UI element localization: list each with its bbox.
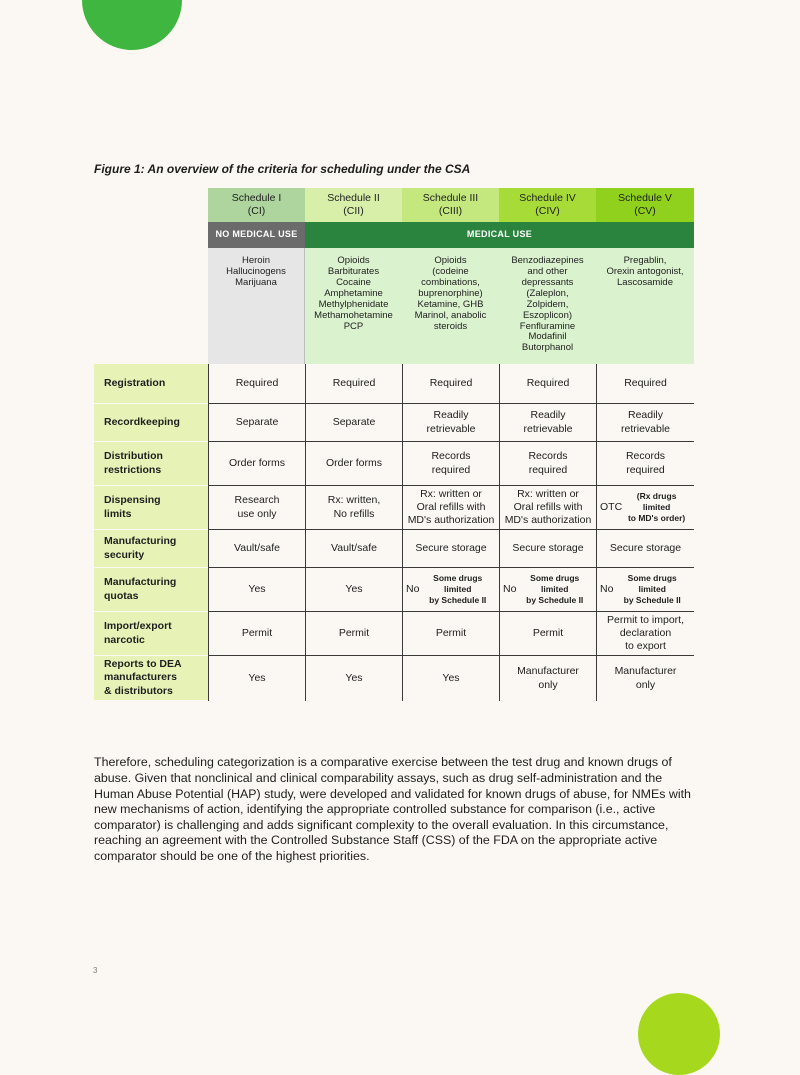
- table-corner: [94, 222, 208, 248]
- criteria-value: [208, 656, 305, 701]
- criteria-label: Distribution restrictions: [94, 442, 208, 486]
- criteria-value-main: Separate: [332, 415, 376, 428]
- criteria-value: [402, 486, 499, 530]
- schedule-criteria-table: [94, 188, 694, 701]
- criteria-value: [499, 656, 596, 701]
- medical-use-banner: MEDICAL USE: [305, 222, 694, 248]
- criteria-value: [596, 656, 694, 701]
- criteria-value-main: Permit: [241, 626, 273, 639]
- page-number: 3: [93, 966, 98, 975]
- criteria-value: [499, 568, 596, 612]
- decorative-circle-bottom: [638, 993, 720, 1075]
- criteria-label: Manufacturing security: [94, 530, 208, 568]
- criteria-value-main: Records required: [528, 450, 568, 476]
- criteria-value-main: Rx: written or Oral refills with MD's authorization: [504, 487, 592, 527]
- criteria-value-main: Permit: [338, 626, 370, 639]
- criteria-value-main: Required: [332, 376, 376, 389]
- criteria-value-main: Manufacturer only: [614, 665, 677, 691]
- criteria-value: [402, 364, 499, 404]
- criteria-value-main: No: [600, 582, 614, 595]
- criteria-value: [208, 530, 305, 568]
- criteria-value-main: No: [406, 582, 420, 595]
- criteria-value: [499, 364, 596, 404]
- criteria-value-main: Permit to import, declaration to export: [606, 613, 685, 653]
- criteria-value-main: No: [503, 582, 517, 595]
- criteria-value-note: (Rx drugs limited to MD's order): [627, 490, 686, 524]
- drug-list: Pregablin, Orexin antogonist, Lascosamide: [596, 248, 694, 364]
- criteria-value-main: Vault/safe: [234, 541, 280, 554]
- criteria-value: [208, 486, 305, 530]
- criteria-value: [305, 612, 402, 656]
- criteria-value-main: Permit: [435, 626, 467, 639]
- criteria-value-main: Yes: [345, 582, 363, 595]
- criteria-value-main: Manufacturer only: [517, 665, 579, 691]
- criteria-value: [208, 364, 305, 404]
- criteria-value: [208, 612, 305, 656]
- criteria-value: [402, 656, 499, 701]
- criteria-label: Recordkeeping: [94, 404, 208, 442]
- criteria-label: Dispensing limits: [94, 486, 208, 530]
- criteria-value-main: Required: [235, 376, 279, 389]
- schedule-header: Schedule IV (CIV): [499, 188, 596, 222]
- criteria-value-main: Order forms: [325, 456, 382, 469]
- criteria-label: Manufacturing quotas: [94, 568, 208, 612]
- criteria-value: [305, 568, 402, 612]
- drug-list: Opioids Barbiturates Cocaine Amphetamine Methylphenidate Methamohetamine PCP: [305, 248, 402, 364]
- body-paragraph: Therefore, scheduling categorization is a comparative exercise between the test drug and known drugs of abuse. Given that nonclinical and clinical comparability assays, such as drug self-administration and the Human Abuse Potential (HAP) study, were developed and validated for known drugs of abuse, for NMEs with new mechanisms of action, identifying the appropriate controlled substance for comparison (i.e., active comparator) is challenging and adds significant complexity to the overall evaluation. In this circumstance, reaching an agreement with the Controlled Substance Staff (CSS) of the FDA on the appropriate active comparator should be one of the highest priorities.: [94, 755, 691, 863]
- criteria-value: [305, 404, 402, 442]
- schedule-header: Schedule I (CI): [208, 188, 305, 222]
- drug-list: Heroin Hallucinogens Marijuana: [208, 248, 305, 364]
- criteria-value-main: Readily retrievable: [523, 409, 573, 435]
- criteria-value: [208, 568, 305, 612]
- criteria-value: [499, 442, 596, 486]
- criteria-value: [402, 404, 499, 442]
- criteria-value: [402, 568, 499, 612]
- criteria-value: [499, 612, 596, 656]
- criteria-value-main: Yes: [345, 671, 363, 684]
- criteria-value-main: Yes: [248, 582, 266, 595]
- criteria-value: [596, 442, 694, 486]
- drug-list: Opioids (codeine combinations, buprenorphine) Ketamine, GHB Marinol, anabolic steroids: [402, 248, 499, 364]
- criteria-value-main: Research use only: [234, 494, 280, 520]
- criteria-value-main: Order forms: [228, 456, 285, 469]
- criteria-value: [596, 364, 694, 404]
- criteria-value-main: Records required: [625, 450, 666, 476]
- criteria-value-main: Yes: [248, 671, 266, 684]
- criteria-value-main: Required: [526, 376, 570, 389]
- criteria-value-main: Readily retrievable: [620, 409, 671, 435]
- table-corner: [94, 188, 208, 222]
- criteria-label: Reports to DEA manufacturers & distributors: [94, 656, 208, 701]
- criteria-value: [402, 612, 499, 656]
- criteria-value-main: Yes: [442, 671, 460, 684]
- criteria-value: [596, 404, 694, 442]
- schedule-header: Schedule III (CIII): [402, 188, 499, 222]
- decorative-circle-top: [82, 0, 182, 50]
- criteria-value: [305, 656, 402, 701]
- criteria-value-main: OTC: [600, 500, 623, 513]
- criteria-value-note: Some drugs limited by Schedule II: [623, 572, 681, 606]
- criteria-value: [596, 486, 694, 530]
- no-medical-use-banner: NO MEDICAL USE: [208, 222, 305, 248]
- criteria-value: [305, 442, 402, 486]
- criteria-value-main: Secure storage: [415, 541, 487, 554]
- criteria-value-main: Required: [429, 376, 473, 389]
- criteria-value: [596, 612, 694, 656]
- criteria-label: Import/export narcotic: [94, 612, 208, 656]
- figure-caption: Figure 1: An overview of the criteria for scheduling under the CSA: [94, 162, 471, 176]
- criteria-value-note: Some drugs limited by Schedule II: [429, 572, 487, 606]
- criteria-value: [208, 442, 305, 486]
- criteria-value: [402, 442, 499, 486]
- criteria-value: [208, 404, 305, 442]
- criteria-value-main: Rx: written or Oral refills with MD's authorization: [407, 487, 495, 527]
- criteria-value: [596, 530, 694, 568]
- criteria-value-note: Some drugs limited by Schedule II: [526, 572, 584, 606]
- table-corner: [94, 248, 208, 364]
- criteria-value: [499, 486, 596, 530]
- criteria-value-main: Rx: written, No refills: [327, 494, 381, 520]
- criteria-value: [596, 568, 694, 612]
- criteria-value: [305, 364, 402, 404]
- criteria-value-main: Required: [624, 376, 667, 389]
- criteria-value-main: Secure storage: [609, 541, 682, 554]
- criteria-value-main: Separate: [235, 415, 279, 428]
- criteria-value-main: Records required: [431, 450, 471, 476]
- criteria-value-main: Vault/safe: [331, 541, 377, 554]
- criteria-value-main: Readily retrievable: [426, 409, 476, 435]
- criteria-value: [402, 530, 499, 568]
- schedule-header: Schedule II (CII): [305, 188, 402, 222]
- criteria-value: [499, 404, 596, 442]
- criteria-value: [305, 530, 402, 568]
- drug-list: Benzodiazepines and other depressants (Zaleplon, Zolpidem, Eszoplicon) Fenfluramine Modafinil Butorphanol: [499, 248, 596, 364]
- criteria-value-main: Secure storage: [512, 541, 584, 554]
- schedule-header: Schedule V (CV): [596, 188, 694, 222]
- criteria-value-main: Permit: [532, 626, 564, 639]
- criteria-label: Registration: [94, 364, 208, 404]
- criteria-value: [305, 486, 402, 530]
- criteria-value: [499, 530, 596, 568]
